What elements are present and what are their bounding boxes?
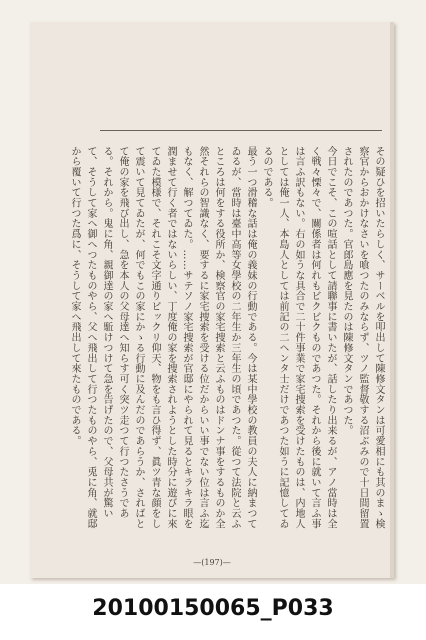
paragraph-2: 今日でこそ、この喧話として請聯事に書いたが、話したり出来るが、アノ當時は全く戦々慄々で、關係者は何れもビクビクものであつた。それから後に就いて言ふ事は言ふ訳もない。右の如うな具合で二十件事業で家宅捜索を受けたものは、内地人としては俺一人、本島人としては前記の二ヘンタ士だけであつた如うに記憶してゐるのである。 xyxy=(261,146,336,529)
header-rule xyxy=(100,130,382,131)
paragraph-1: その疑ひを招いたらしく、サーベルを叩出して陳修文タンは可愛相にも其のまゝ検察官からおかけなさいを喰つたのみならず、ツノ監督敬する沼ぶみので十日間留置されたのであつた。官郎島應を見たのは陳修文タンであつた。 xyxy=(341,146,384,529)
book-page xyxy=(30,22,394,578)
vertical-body-text xyxy=(69,146,386,530)
page-number: —(197)— xyxy=(193,558,231,567)
image-caption: 20100150065_P033 xyxy=(92,596,334,621)
page-edge xyxy=(390,22,394,578)
paragraph-3: 最う一つ滑稽な話は俺の義妹の行動である。今は某中學校の教員の夫人に納まつてゐるが、當時は臺中高等女學校の二年生か三年生の頃であつた。從つて法院と云ふところは何をする役所か、検察官の家宅捜索と云ふものはドンナ事をするものか全然それらの智識なく、要するに家宅捜索を受ける位だからいい事でない位は言ふ迄もなく、解つてゐた。……サテソノ家宅捜索が官邸にやられて見るとキラキラ眼を潤ませて行く者ではないらしい、丁度俺の家を捜索されようとした時分に遊びに來てゐた模様で、それこそ文字通りビックリ仰天、物をも言ひ得ず、眞ツ青な顔をして震いて見てゐたが、何でもこの家にかゝる行動に及んだのであらうか、さればとて俺の家を飛び出し、急を本人の父母達へ知らす可く突ツ走つて行つたさうである。それから。鬼に角、親御達の家へ駈けつけて急を告げたので、父母共が驚いて、そうして家へ御へつたものやら、父へ飛出して行つたものやら、兎に角、就邸から覆いて行つた爲に、そうして家へ飛出して來たものである。 xyxy=(69,146,256,529)
